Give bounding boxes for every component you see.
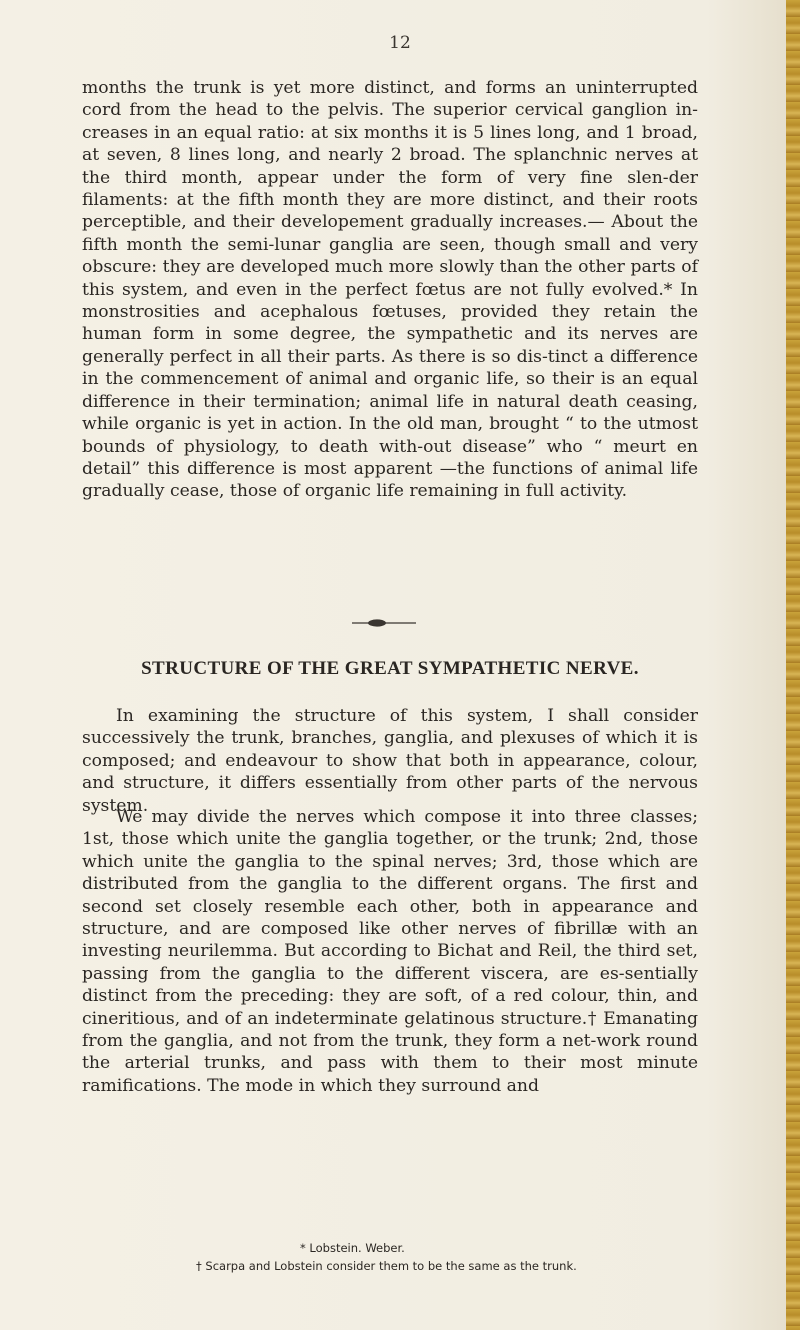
paragraph-fetal-development: months the trunk is yet more distinct, and forms an uninterrupted cord from the head to the pelvis. The superior cervical ganglion in-creases in an equal ratio: at six months it is 5 lines long, and 1 broad, at seven, 8 lines long, and nearly 2 broad. The splanchnic nerves at the third month, appear under the form of very fine slen-der filaments: at the fifth month they are more distinct, and their roots perceptible, and their developement gradually increases.— About the fifth month the semi-lunar ganglia are seen, though small and very obscure: they are developed much more slowly than the other parts of this system, and even in the perfect fœtus are not fully evolved.* In monstrosities and acephalous fœtuses, provided they retain the human form in some degree, the sympathetic and its nerves are generally perfect in all their parts. As there is so dis-tinct a difference in the commencement of animal and organic life, so their is an equal difference in their termination; animal life in natural death ceasing, while organic is yet in action. In the old man, brought “ to the utmost bounds of physiology, to death with-out disease” who “ meurt en detail” this difference is most apparent —the functions of animal life gradually cease, those of organic life remaining in full activity. [82, 78, 698, 502]
footnote-lobstein-weber: * Lobstein. Weber. [300, 1241, 405, 1255]
gilt-page-edge [786, 0, 800, 1330]
paragraph-nerve-classes: We may divide the nerves which compose it into three classes; 1st, those which unite the ganglia together, or the trunk; 2nd, those which unite the ganglia to the spinal nerves; 3rd, those which are distributed from the ganglia to the different organs. The first and second set closely resemble each other, both in appearance and structure, and are composed like other nerves of fibrillæ with an investing neurilemma. But according to Bichat and Reil, the third set, passing from the ganglia to the different viscera, are es-sentially distinct from the preceding: they are soft, of a red colour, thin, and cineritious, and of an indeterminate gelatinous structure.† Emanating from the ganglia, and not from the trunk, they form a net-work round the arterial trunks, and pass with them to their most minute ramifications. The mode in which they surround and [82, 807, 698, 1096]
paragraph-examining-structure: In examining the structure of this system, I shall consider successively the trunk, branches, ganglia, and plexuses of which it is composed; and endeavour to show that both in appearance, colour, and structure, it differs essentially from other parts of the nervous system. [82, 706, 698, 816]
page-number: 12 [389, 33, 411, 53]
divider-ornament [350, 617, 418, 629]
section-heading: STRUCTURE OF THE GREAT SYMPATHETIC NERVE. [141, 658, 639, 679]
footnote-scarpa-lobstein: † Scarpa and Lobstein consider them to be the same as the trunk. [196, 1259, 577, 1273]
